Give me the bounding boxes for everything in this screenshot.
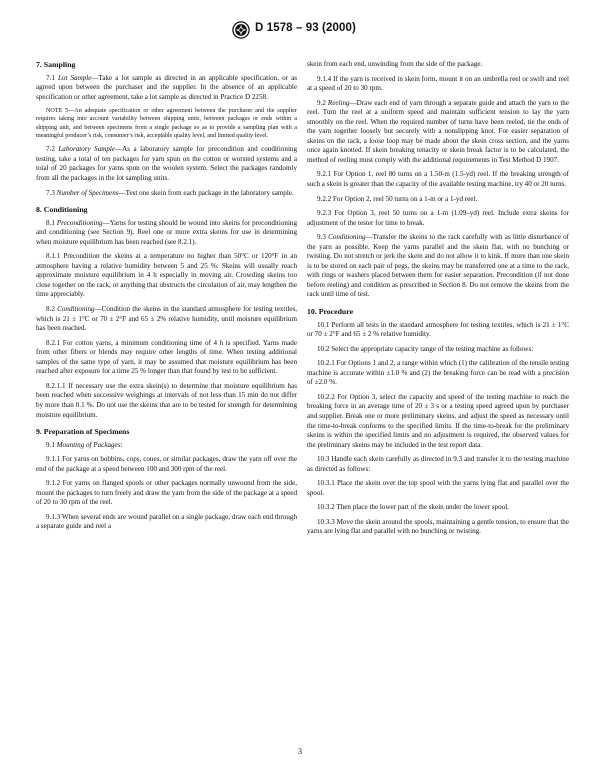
paragraph-10-3: 10.3 Handle each skein carefully as directed in 9.3 and transfer it to the testing machine as directed as follows:: [307, 455, 569, 473]
paragraph-10-2: 10.2 Select the appropriate capacity range of the testing machine as follows:: [317, 344, 534, 353]
paragraph-8-2-1: 8.2.1 For cotton yarns, a minimum conditioning time of 4 h is specified. Yarns made from other fibers or blends may require other lengths of time. When testing additional samples of the same type of yarn, it may be assumed that moisture equilibrium has been reached after exposure for a time 25 % longer than that found by test to be sufficient.: [36, 338, 297, 376]
paragraph-10-2-1: 10.2.1 For Options 1 and 2, a range within which (1) the calibration of the tensile testing machine is accurate within ±1.0 % and (2) the breaking force can be read with a precision of ±2.0 %.: [307, 359, 569, 387]
paragraph-7-1: 7.1 Lot Sample—Take a lot sample as directed in an applicable specification, or as agreed upon between the purchaser and the supplier. In the absence of an applicable specification or other agreement, take a lot sample as directed in Practice D 2258.: [36, 73, 297, 101]
paragraph-9-2: 9.2 Reeling—Draw each end of yarn through a separate guide and attach the yarn to the reel. Turn the reel at a uniform speed and maintain sufficient tension to lay the yarn smoothly on the reel. When the required number of turns have been reeled, tie the ends of the yarn together loosely but securely with a nonslipping knot. For easier separation of skeins on the rack, a loose loop may be made about the skein cross section, and the yarns once again knotted. If skein breaking tenacity or skein break factor is to be calculated, the method of reeling must comply with the additional requirements in Test Method D 1907.: [307, 98, 569, 164]
document-designation: D 1578 – 93 (2000): [255, 22, 356, 34]
paragraph-8-1: 8.1 Preconditioning—Yarns for testing should be wound into skeins for preconditioning and conditioning (see Section 9). Reel one or more extra skeins for use in determining when moisture equilibrium has been reached (see 8.2.1).: [36, 218, 298, 246]
page-header: [0, 20, 600, 40]
paragraph-9-1-3-continued: skein from each end, unwinding from the side of the package.: [307, 60, 483, 68]
paragraph-9-2-2: 9.2.2 For Option 2, reel 50 turns on a 1-m or a 1-yd reel.: [317, 194, 478, 203]
left-column: [36, 60, 297, 537]
paragraph-9-1-1: 9.1.1 For yarns on bobbins, cops, cones, or similar packages, draw the yarn off over the end of the package at a speed between 100 and 300 rpm of the reel.: [36, 455, 297, 473]
right-column: [307, 60, 569, 542]
paragraph-9-3: 9.3 Conditioning—Transfer the skeins to the rack carefully with as little disturbance of the yarn as possible. Keep the yarns parallel and the skein flat, with no bunching or twisting. Do not stretch or jerk the skein and do not allow it to kink. If more than one skein is to be stored on each pair of pegs, the skeins may be transferred one at a time to the rack, with rings or washers placed between them for easier separation. Precondition (if not done before reeling) and condition as prescribed in Section 8. Do not remove the skeins from the rack until time of test.: [307, 233, 569, 299]
paragraph-10-3-1: 10.3.1 Place the skein over the top spool with the yarns lying flat and parallel over the spool.: [307, 479, 569, 497]
paragraph-8-2: 8.2 Conditioning—Condition the skeins in the standard atmosphere for testing textiles, which is 21 ± 1°C or 70 ± 2°F and 65 ± 2% relative humidity, until moisture equilibrium has been reached.: [36, 305, 298, 333]
note-5: NOTE 5—An adequate specification or other agreement between the purchaser and the supplier requires taking into account variability between shipping units, between packages or ends within a shipping unit, and between specimens from a single package so as to provide a sampling plan with a meaningful producer’s risk, consumer’s risk, acceptable quality level, and limited quality level.: [36, 108, 297, 140]
paragraph-10-3-3: 10.3.3 Move the skein around the spools, maintaining a gentle tension, to ensure that the yarns are lying flat and parallel with no bunching or twisting.: [307, 517, 569, 536]
astm-logo-icon: [232, 21, 250, 39]
paragraph-9-1-2: 9.1.2 For yarns on flanged spools or other packages normally unwound from the side, mount the packages to turn freely and draw the yarn from the side of the package at a speed of 20 to 30 rpm of the reel.: [36, 479, 297, 507]
section-heading-procedure: 10. Procedure: [307, 307, 354, 317]
paragraph-9-1: 9.1 Mounting of Packages:: [46, 440, 123, 449]
paragraph-9-1-3: 9.1.3 When several ends are wound parallel on a single package, draw each end through a separate guide and reel a: [36, 512, 297, 531]
paragraph-10-2-2: 10.2.2 For Option 3, select the capacity and speed of the testing machine to reach the breaking force in an average time of 20 ± 3 s or a testing speed agreed upon by purchaser and supplier. Break one or more preliminary skeins, and adjust the speed as necessary until the time-to-break conforms to the specified limits. If the time-to-break for the preliminary skeins is within the specified limits and no adjustment is required, the observed values for the preliminary skeins may be included in the test report data.: [307, 392, 569, 449]
paragraph-10-1: 10.1 Perform all tests in the standard atmosphere for testing textiles, which is 21 ± 1°C or 70 ± 2°F and 65 ± 2 % relative humidity.: [307, 320, 569, 339]
paragraph-9-2-1: 9.2.1 For Option 1, reel 80 turns on a 1.50-m (1.5-yd) reel. If the breaking strength of such a skein is greater than the capacity of the available testing machine, try 40 or 20 turns.: [307, 170, 569, 189]
paragraph-9-2-3: 9.2.3 For Option 3, reel 50 turns on a 1-m (1.09–yd) reel. Include extra skeins for adjustment of the tester for time to break.: [307, 209, 569, 227]
paragraph-7-3: 7.3 Number of Specimens—Test one skein from each package in the laboratory sample.: [46, 188, 294, 197]
paragraph-9-1-4: 9.1.4 If the yarn is received in skein form, mount it on an umbrella reel or swift and reel at a speed of 20 to 30 rpm.: [307, 74, 569, 93]
section-heading-conditioning: 8. Conditioning: [36, 205, 88, 215]
paragraph-10-3-2: 10.3.2 Then place the lower part of the skein under the lower spool.: [317, 503, 509, 512]
paragraph-7-2: 7.2 Laboratory Sample—As a laboratory sample for precondition and conditioning testing, take a total of ten packages for yarn spun on the cotton or worsted systems and a total of 20 packages for yarns spun on the woolen system. Select the packages randomly from all the packages in the lot sampling units.: [36, 145, 298, 183]
section-heading-sampling: 7. Sampling: [36, 60, 76, 69]
section-heading-preparation: 9. Preparation of Specimens: [36, 427, 130, 437]
paragraph-8-2-1-1: 8.2.1.1 If necessary use the extra skein(s) to determine that moisture equilibrium has been reached when successive weighings at intervals of not less than 15 min do not differ by more than 0.1 %. Do not use the skeins that are to be tested for strength for determining moisture equilibrium.: [36, 381, 297, 419]
page-number: 3: [298, 747, 302, 756]
paragraph-8-1-1: 8.1.1 Precondition the skeins at a temperature no higher than 50°C or 120°F in an atmosphere having a relative humidity between 5 and 25 %. Skeins will usually reach approximate moisture equilibrium in 4 h especially in moving air. Crowding skeins too close together on the rack, or anything that obstructs the circulation of air, may lengthen the time appreciably.: [36, 252, 297, 299]
